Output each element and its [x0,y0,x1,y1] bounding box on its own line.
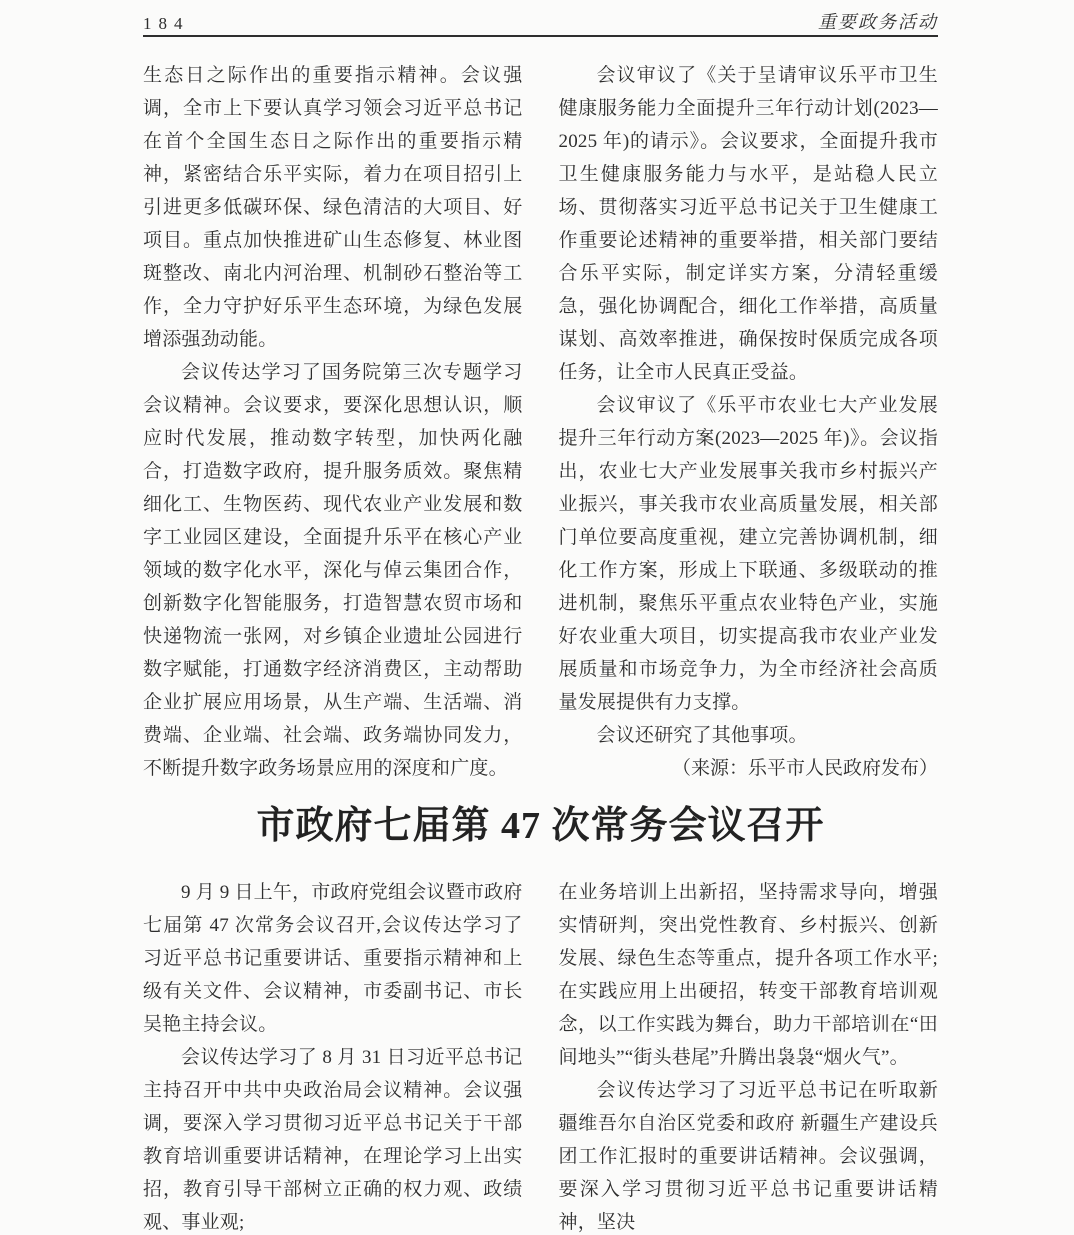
paragraph: 会议审议了《乐平市农业七大产业发展提升三年行动方案(2023—2025 年)》。会议指出，农业七大产业发展事关我市乡村振兴产业振兴，事关我市农业高质量发展，相关部门单位要高度重视，建立完善协调机制，细化工作方案，形成上下联通、多级联动的推进机制，聚焦乐平重点农业特色产业，实施好农业重大项目，切实提高我市农业产业发展质量和市场竞争力，为全市经济社会高质量发展提供有力支撑。 [558,395,938,713]
paragraph: 会议传达学习了 8 月 31 日习近平总书记主持召开中共中央政治局会议精神。会议强调，要深入学习贯彻习近平总书记关于干部教育培训重要讲话精神，在理论学习上出实招，教育引导干部树立正确的权力观、政绩观、事业观; [143,1047,523,1234]
paragraph: 会议传达学习了国务院第三次专题学习会议精神。会议要求，要深化思想认识，顺应时代发展，推动数字转型，加快两化融合，打造数字政府，提升服务质效。聚焦精细化工、生物医药、现代农业产业发展和数字工业园区建设，全面提升乐平在核心产业领域的数字化水平，深化与倬云集团合作，创新数字化智能服务，打造智慧农贸市场和快递物流一张网，对乡镇企业遗址公园进行数字赋能，打通数字经济消费区，主动帮助企业扩展应用场景，从生产端、生活端、消费端、企业端、社会端、政务端协同发力，不断提升数字政务场景应用的深度和广度。 [143,362,523,779]
paragraph: 9 月 9 日上午，市政府党组会议暨市政府七届第 47 次常务会议召开,会议传达学习了习近平总书记重要讲话、重要指示精神和上级有关文件、会议精神，市委副书记、市长吴艳主持会议。 [143,882,523,1036]
article-previous-continuation [143,59,938,785]
article-title: 市政府七届第 47 次常务会议召开 [256,805,825,847]
prev-article-right-column [559,59,939,785]
paragraph-continuation: 在业务培训上出新招，坚持需求导向，增强实情研判，突出党性教育、乡村振兴、创新发展、绿色生态等重点，提升各项工作水平;在实践应用上出硬招，转变干部教育培训观念，以工作实践为舞台，助力干部培训在“田间地头”“街头巷尾”升腾出袅袅“烟火气”。 [558,882,938,1069]
header-section-title: 重要政务活动 [818,12,938,32]
paragraph: 会议还研究了其他事项。 [596,725,808,746]
paragraph-continuation: 生态日之际作出的重要指示精神。会议强调，全市上下要认真学习领会习近平总书记在首个全国生态日之际作出的重要指示精神，紧密结合乐平实际，着力在项目招引上引进更多低碳环保、绿色清洁的大项目、好项目。重点加快推进矿山生态修复、林业图斑整改、南北内河治理、机制砂石整治等工作，全力守护好乐平生态环境，为绿色发展增添强劲动能。 [143,65,523,350]
page-content [143,0,938,1235]
main-article-left-column [143,876,523,1235]
prev-article-left-column [143,59,523,785]
source-attribution: （来源：乐平市人民政府发布） [671,758,938,779]
main-article-right-column [559,876,939,1235]
page-number: 184 [143,14,190,33]
paragraph: 会议审议了《关于呈请审议乐平市卫生健康服务能力全面提升三年行动计划(2023—2025 年)的请示》。会议要求，全面提升我市卫生健康服务能力与水平，是站稳人民立场、贯彻落实习近平总书记关于卫生健康工作重要论述精神的重要举措，相关部门要结合乐平实际，制定详实方案，分清轻重缓急，强化协调配合，细化工作举措，高质量谋划、高效率推进，确保按时保质完成各项任务，让全市人民真正受益。 [558,65,938,383]
paragraph: 会议传达学习了习近平总书记在听取新疆维吾尔自治区党委和政府 新疆生产建设兵团工作汇报时的重要讲话精神。会议强调，要深入学习贯彻习近平总书记重要讲话精神，坚决 [558,1080,938,1234]
article-main-body [143,876,938,1235]
page-header [143,0,938,37]
